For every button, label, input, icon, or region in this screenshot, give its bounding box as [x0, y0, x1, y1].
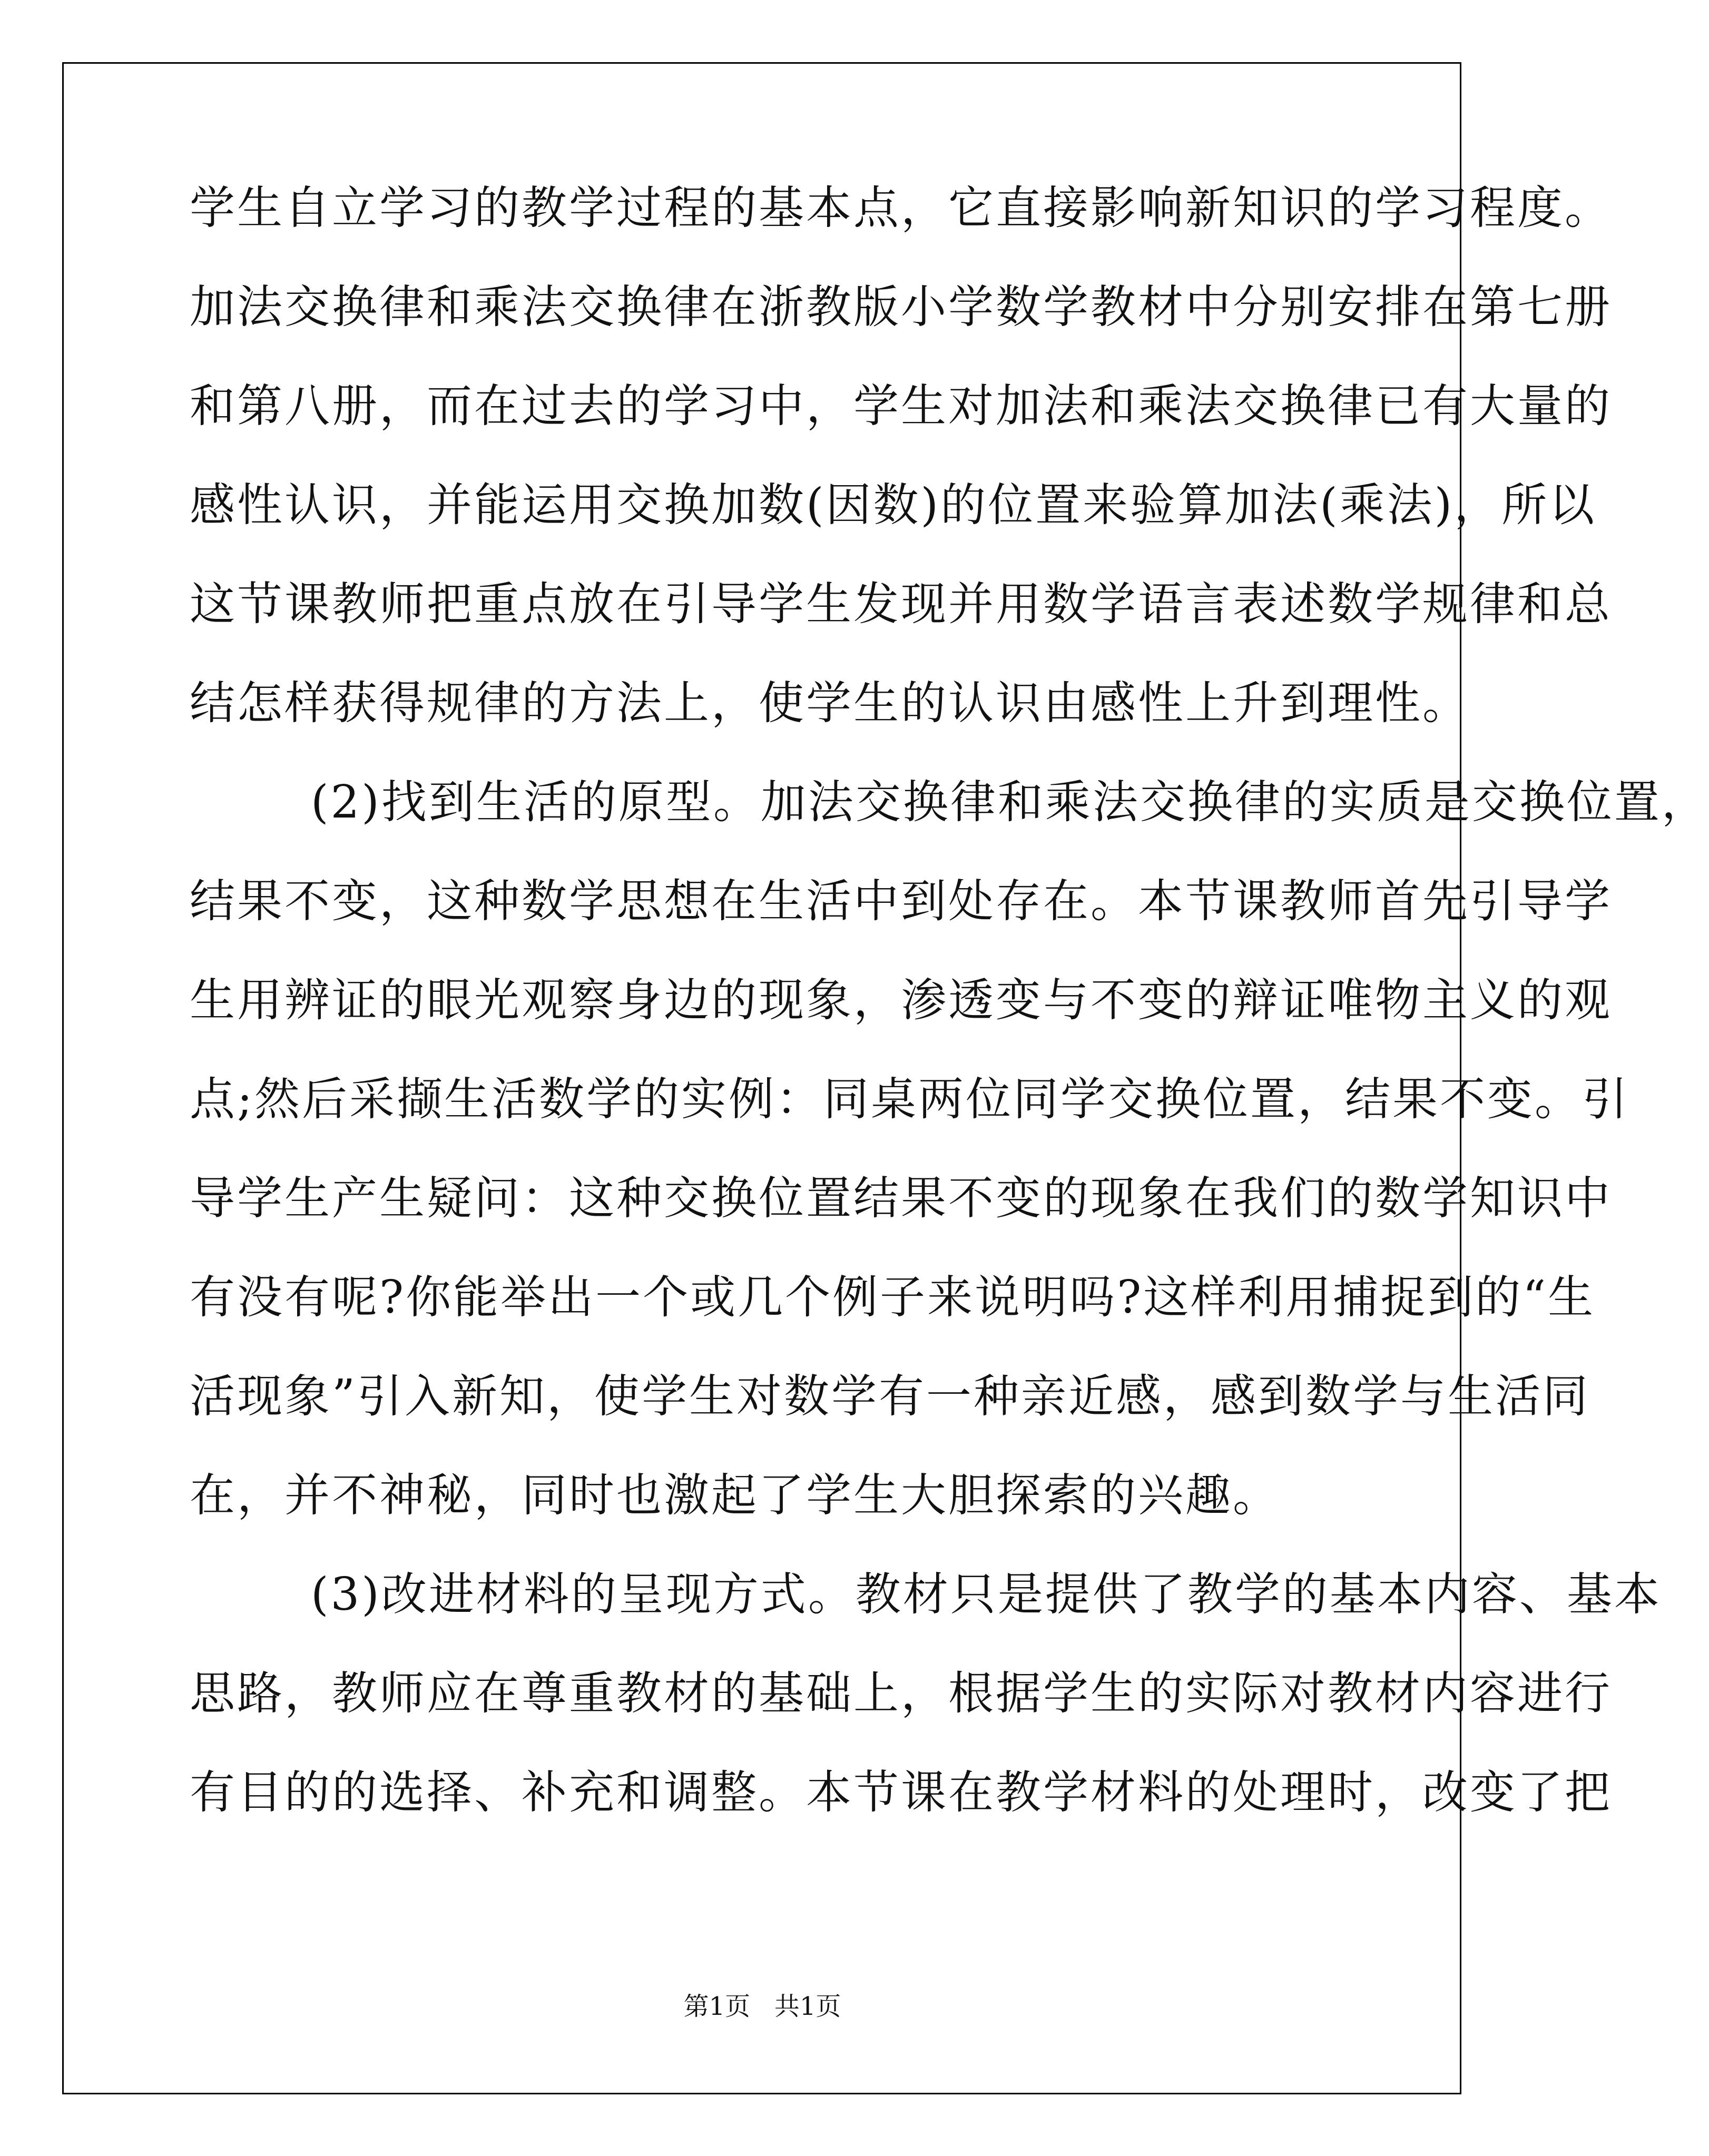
text-line: 学生自立学习的教学过程的基本点，它直接影响新知识的学习程度。	[190, 182, 1612, 234]
page-footer	[0, 1986, 1525, 2022]
text-line: 在，并不神秘，同时也激起了学生大胆探索的兴趣。	[190, 1469, 1280, 1522]
text-line: (2)找到生活的原型。加法交换律和乘法交换律的实质是交换位置，	[311, 776, 1709, 829]
text-line: 思路，教师应在尊重教材的基础上，根据学生的实际对教材内容进行	[190, 1667, 1612, 1720]
text-line: 这节课教师把重点放在引导学生发现并用数学语言表述数学规律和总	[190, 578, 1612, 631]
text-line: 导学生产生疑问：这种交换位置结果不变的现象在我们的数学知识中	[190, 1172, 1612, 1225]
text-line: (3)改进材料的呈现方式。教材只是提供了教学的基本内容、基本	[311, 1568, 1662, 1621]
text-line: 结怎样获得规律的方法上，使学生的认识由感性上升到理性。	[190, 677, 1470, 730]
page-number: 第1页 共1页	[683, 1992, 841, 2021]
text-line: 活现象”引入新知，使学生对数学有一种亲近感，感到数学与生活同	[190, 1370, 1590, 1423]
text-line: 感性认识，并能运用交换加数(因数)的位置来验算加法(乘法)，所以	[190, 479, 1597, 531]
text-line: 和第八册，而在过去的学习中，学生对加法和乘法交换律已有大量的	[190, 380, 1612, 432]
text-line: 有没有呢?你能举出一个或几个例子来说明吗?这样利用捕捉到的“生	[190, 1271, 1596, 1324]
document-body	[190, 179, 1709, 1854]
text-line: 结果不变，这种数学思想在生活中到处存在。本节课教师首先引导学	[190, 875, 1612, 928]
text-line: 点;然后采撷生活数学的实例：同桌两位同学交换位置，结果不变。引	[190, 1073, 1629, 1126]
text-line: 加法交换律和乘法交换律在浙教版小学数学教材中分别安排在第七册	[190, 281, 1612, 333]
text-line: 生用辨证的眼光观察身边的现象，渗透变与不变的辩证唯物主义的观	[190, 974, 1612, 1027]
text-line: 有目的的选择、补充和调整。本节课在教学材料的处理时，改变了把	[190, 1766, 1612, 1819]
